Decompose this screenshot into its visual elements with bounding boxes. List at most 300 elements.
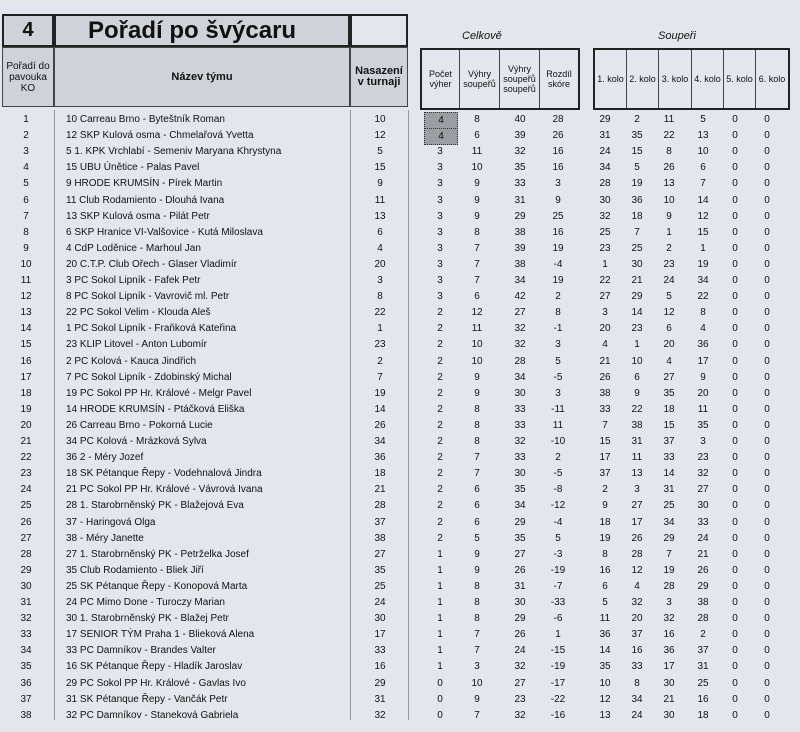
seed-cell: 31	[374, 693, 386, 705]
rank-cell: 35	[20, 661, 32, 673]
score-diff-cell: 9	[555, 194, 561, 206]
round-2-opponent-cell: 4	[634, 580, 640, 592]
round-4-opponent-cell: 13	[697, 130, 709, 142]
score-diff-cell: 2	[555, 452, 561, 464]
round-3-opponent-cell: 8	[666, 146, 672, 158]
table-row	[0, 450, 800, 467]
rank-cell: 24	[20, 484, 32, 496]
rank-cell: 14	[20, 323, 32, 335]
round-1-opponent-cell: 24	[599, 146, 611, 158]
round-3-opponent-cell: 23	[663, 258, 675, 270]
opp-wins-cell: 9	[474, 210, 480, 222]
round-2-opponent-cell: 8	[634, 677, 640, 689]
seed-cell: 20	[374, 258, 386, 270]
round-2-opponent-cell: 32	[631, 597, 643, 608]
round-5-opponent-cell: 0	[732, 323, 738, 335]
round-1-opponent-cell: 32	[599, 210, 611, 222]
round-5-opponent-cell: 0	[732, 629, 738, 641]
team-name-cell: 27 1. Starobrněnský PK - Petrželka Josef	[66, 548, 249, 560]
round-3-opponent-cell: 18	[663, 403, 675, 415]
wins-cell: 1	[437, 613, 443, 625]
round-5-opponent-cell: 0	[732, 693, 738, 705]
table-row	[0, 337, 800, 354]
round-1-opponent-cell: 37	[599, 468, 611, 480]
seed-cell: 18	[374, 468, 386, 480]
seed-cell: 12	[374, 130, 386, 142]
team-name-cell: 29 PC Sokol PP Hr. Králové - Gavlas Ivo	[66, 677, 246, 689]
round-5-opponent-cell: 0	[732, 419, 738, 431]
rank-cell: 2	[23, 130, 29, 142]
ko-number: 4	[2, 14, 54, 47]
table-row	[0, 370, 800, 387]
round-2-opponent-cell: 29	[631, 291, 643, 303]
rank-cell: 38	[20, 709, 32, 721]
wins-cell: 1	[437, 629, 443, 641]
seed-cell: 26	[374, 419, 386, 431]
wins-cell: 2	[437, 452, 443, 464]
rank-cell: 31	[20, 597, 32, 608]
round-5-opponent-cell: 0	[732, 452, 738, 464]
seed-cell: 25	[374, 580, 386, 592]
seed-cell: 3	[377, 275, 383, 286]
round-3-opponent-cell: 31	[663, 484, 675, 496]
score-diff-cell: -5	[553, 371, 563, 383]
seed-cell: 2	[377, 355, 383, 367]
wins-cell: 2	[437, 355, 443, 367]
seed-cell: 8	[377, 291, 383, 303]
round-2-opponent-cell: 35	[631, 130, 643, 142]
round-5-opponent-cell: 0	[732, 194, 738, 206]
round-5-opponent-cell: 0	[732, 114, 738, 125]
col-round-3-header: 3. kolo	[659, 50, 692, 108]
round-4-opponent-cell: 29	[697, 580, 709, 592]
team-name-cell: 25 SK Pétanque Řepy - Konopová Marta	[66, 580, 248, 592]
opp-opp-wins-cell: 35	[514, 532, 526, 544]
rank-cell: 8	[23, 226, 29, 238]
table-row	[0, 402, 800, 419]
round-4-opponent-cell: 22	[697, 291, 709, 303]
opp-opp-wins-cell: 35	[514, 484, 526, 496]
round-5-opponent-cell: 0	[732, 242, 738, 254]
team-name-cell: 26 Carreau Brno - Pokorná Lucie	[66, 419, 213, 431]
seed-cell: 11	[374, 194, 386, 206]
round-2-opponent-cell: 1	[634, 339, 640, 351]
round-1-opponent-cell: 27	[599, 291, 611, 303]
opponents-header-box	[593, 48, 790, 110]
wins-cell: 1	[437, 645, 443, 657]
opp-opp-wins-cell: 26	[514, 564, 526, 576]
round-4-opponent-cell: 26	[697, 564, 709, 576]
rank-cell: 21	[20, 436, 32, 447]
round-2-opponent-cell: 18	[631, 210, 643, 222]
opp-wins-cell: 7	[474, 709, 480, 721]
round-6-opponent-cell: 0	[764, 468, 770, 480]
round-5-opponent-cell: 0	[732, 146, 738, 158]
team-name-cell: 16 SK Pétanque Řepy - Hladík Jaroslav	[66, 661, 243, 673]
opp-opp-wins-cell: 32	[514, 709, 526, 721]
seed-cell: 36	[374, 452, 386, 464]
round-5-opponent-cell: 0	[732, 580, 738, 592]
opp-wins-cell: 9	[474, 693, 480, 705]
opp-opp-wins-cell: 42	[514, 291, 526, 303]
round-4-opponent-cell: 24	[697, 532, 709, 544]
round-2-opponent-cell: 17	[631, 516, 643, 528]
wins-cell: 1	[437, 597, 443, 608]
team-name-cell: 10 Carreau Brno - Byteštník Roman	[66, 114, 225, 125]
opp-opp-wins-cell: 31	[514, 194, 526, 206]
seed-cell: 9	[377, 178, 383, 190]
round-6-opponent-cell: 0	[764, 162, 770, 174]
round-3-opponent-cell: 37	[663, 436, 675, 447]
overall-header-box	[420, 48, 580, 110]
round-3-opponent-cell: 3	[666, 597, 672, 608]
round-4-opponent-cell: 25	[697, 677, 709, 689]
col-seed-header: Nasazení v turnaji	[350, 47, 408, 107]
opp-opp-wins-cell: 29	[514, 516, 526, 528]
opp-wins-cell: 8	[474, 403, 480, 415]
rank-cell: 3	[23, 146, 29, 158]
rank-cell: 27	[20, 532, 32, 544]
table-row	[0, 692, 800, 709]
round-6-opponent-cell: 0	[764, 146, 770, 158]
col-order-header: Pořadí do pavouka KO	[2, 47, 54, 107]
score-diff-cell: -4	[553, 516, 563, 528]
round-1-opponent-cell: 15	[599, 436, 611, 447]
round-3-opponent-cell: 29	[663, 532, 675, 544]
round-1-opponent-cell: 25	[599, 226, 611, 238]
team-name-cell: 17 SENIOR TÝM Praha 1 - Blieková Alena	[66, 629, 255, 641]
round-3-opponent-cell: 34	[663, 516, 675, 528]
wins-cell: 0	[437, 693, 443, 705]
round-2-opponent-cell: 31	[631, 436, 643, 447]
round-4-opponent-cell: 20	[697, 387, 709, 399]
round-4-opponent-cell: 30	[697, 500, 709, 512]
opp-opp-wins-cell: 34	[514, 371, 526, 383]
rank-cell: 34	[20, 645, 32, 657]
round-3-opponent-cell: 7	[666, 548, 672, 560]
score-diff-cell: -7	[553, 580, 563, 592]
round-3-opponent-cell: 1	[666, 226, 672, 238]
opp-opp-wins-cell: 33	[514, 178, 526, 190]
team-name-cell: 28 1. Starobrněnský PK - Blažejová Eva	[66, 500, 244, 512]
round-6-opponent-cell: 0	[764, 693, 770, 705]
score-diff-cell: 19	[552, 242, 564, 254]
round-1-opponent-cell: 34	[599, 162, 611, 174]
score-diff-cell: -17	[550, 677, 566, 689]
score-diff-cell: 28	[552, 114, 564, 125]
round-2-opponent-cell: 9	[634, 387, 640, 399]
seed-cell: 10	[374, 114, 386, 125]
round-1-opponent-cell: 20	[599, 323, 611, 335]
round-6-opponent-cell: 0	[764, 323, 770, 335]
round-3-opponent-cell: 17	[663, 661, 675, 673]
round-4-opponent-cell: 7	[700, 178, 706, 190]
round-3-opponent-cell: 13	[663, 178, 675, 190]
opp-opp-wins-cell: 27	[514, 548, 526, 560]
rank-cell: 36	[20, 677, 32, 689]
round-3-opponent-cell: 19	[663, 564, 675, 576]
table-row	[0, 225, 800, 242]
round-6-opponent-cell: 0	[764, 597, 770, 608]
seed-cell: 6	[377, 226, 383, 238]
round-3-opponent-cell: 5	[666, 291, 672, 303]
seed-cell: 19	[374, 387, 386, 399]
round-4-opponent-cell: 2	[700, 629, 706, 641]
score-diff-cell: 3	[555, 339, 561, 351]
round-4-opponent-cell: 33	[697, 516, 709, 528]
round-6-opponent-cell: 0	[764, 645, 770, 657]
wins-cell: 2	[437, 403, 443, 415]
table-row	[0, 160, 800, 177]
team-name-cell: 35 Club Rodamiento - Bliek Jiří	[66, 564, 204, 576]
round-3-opponent-cell: 10	[663, 194, 675, 206]
round-6-opponent-cell: 0	[764, 387, 770, 399]
table-row	[0, 708, 800, 725]
team-name-cell: 21 PC Sokol PP Hr. Králové - Vávrová Ivana	[66, 484, 263, 496]
round-3-opponent-cell: 24	[663, 275, 675, 286]
table-row	[0, 289, 800, 306]
team-name-cell: 23 KLIP Litovel - Anton Lubomír	[66, 339, 208, 351]
score-diff-cell: -22	[550, 693, 566, 705]
round-1-opponent-cell: 12	[599, 693, 611, 705]
wins-cell: 2	[437, 339, 443, 351]
round-3-opponent-cell: 30	[663, 677, 675, 689]
opp-wins-cell: 9	[474, 564, 480, 576]
table-row	[0, 579, 800, 596]
rank-cell: 6	[23, 194, 29, 206]
rank-cell: 37	[20, 693, 32, 705]
wins-cell: 3	[437, 226, 443, 238]
score-diff-cell: 3	[555, 178, 561, 190]
wins-cell: 2	[437, 436, 443, 447]
seed-cell: 29	[374, 677, 386, 689]
round-4-opponent-cell: 4	[700, 323, 706, 335]
col-name-header: Název týmu	[54, 47, 350, 107]
round-5-opponent-cell: 0	[732, 613, 738, 625]
round-6-opponent-cell: 0	[764, 226, 770, 238]
round-4-opponent-cell: 36	[697, 339, 709, 351]
round-4-opponent-cell: 10	[697, 146, 709, 158]
opp-wins-cell: 11	[471, 146, 483, 158]
round-4-opponent-cell: 21	[697, 548, 709, 560]
round-3-opponent-cell: 25	[663, 500, 675, 512]
round-3-opponent-cell: 4	[666, 355, 672, 367]
round-4-opponent-cell: 34	[697, 275, 709, 286]
score-diff-cell: -3	[553, 548, 563, 560]
round-2-opponent-cell: 10	[631, 355, 643, 367]
table-row	[0, 209, 800, 226]
table-row	[0, 193, 800, 210]
wins-cell: 2	[437, 387, 443, 399]
opp-wins-cell: 7	[474, 275, 480, 286]
round-1-opponent-cell: 18	[599, 516, 611, 528]
rank-cell: 17	[20, 371, 32, 383]
opp-wins-cell: 7	[474, 242, 480, 254]
col-wins-header: Počet výher	[422, 50, 460, 108]
score-diff-cell: 19	[552, 275, 564, 286]
round-6-opponent-cell: 0	[764, 275, 770, 286]
opp-wins-cell: 10	[471, 677, 483, 689]
score-diff-cell: 16	[552, 226, 564, 238]
round-6-opponent-cell: 0	[764, 291, 770, 303]
col-round-2-header: 2. kolo	[627, 50, 659, 108]
wins-cell: 2	[437, 307, 443, 319]
score-diff-cell: -1	[553, 323, 563, 335]
seed-cell: 7	[377, 371, 383, 383]
col-opp-opp-wins-header: Výhry soupeřů soupeřů	[500, 50, 540, 108]
round-6-opponent-cell: 0	[764, 548, 770, 560]
opp-wins-cell: 8	[474, 580, 480, 592]
round-1-opponent-cell: 23	[599, 242, 611, 254]
round-4-opponent-cell: 32	[697, 468, 709, 480]
team-name-cell: 32 PC Damníkov - Staneková Gabriela	[66, 709, 239, 721]
round-6-opponent-cell: 0	[764, 258, 770, 270]
round-4-opponent-cell: 3	[700, 436, 706, 447]
rank-cell: 15	[20, 339, 32, 351]
opp-opp-wins-cell: 38	[514, 226, 526, 238]
opp-opp-wins-cell: 23	[514, 693, 526, 705]
round-2-opponent-cell: 26	[631, 532, 643, 544]
seed-cell: 22	[374, 307, 386, 319]
round-1-opponent-cell: 38	[599, 387, 611, 399]
round-1-opponent-cell: 21	[599, 355, 611, 367]
score-diff-cell: -5	[553, 468, 563, 480]
table-row	[0, 595, 800, 612]
round-2-opponent-cell: 25	[631, 242, 643, 254]
opp-opp-wins-cell: 39	[514, 130, 526, 142]
seed-cell: 13	[374, 210, 386, 222]
col-round-1-header: 1. kolo	[595, 50, 627, 108]
opp-wins-cell: 12	[471, 307, 483, 319]
opp-wins-cell: 3	[474, 661, 480, 673]
seed-cell: 30	[374, 613, 386, 625]
round-1-opponent-cell: 9	[602, 500, 608, 512]
seed-cell: 27	[374, 548, 386, 560]
wins-cell: 3	[437, 242, 443, 254]
round-1-opponent-cell: 1	[602, 258, 608, 270]
score-diff-cell: -33	[550, 597, 566, 608]
round-4-opponent-cell: 5	[700, 114, 706, 125]
round-6-opponent-cell: 0	[764, 436, 770, 447]
round-1-opponent-cell: 8	[602, 548, 608, 560]
round-2-opponent-cell: 7	[634, 226, 640, 238]
group-label-overall: Celkově	[462, 30, 502, 42]
round-2-opponent-cell: 12	[631, 564, 643, 576]
round-6-opponent-cell: 0	[764, 355, 770, 367]
round-1-opponent-cell: 17	[599, 452, 611, 464]
opp-wins-cell: 9	[474, 548, 480, 560]
seed-cell: 34	[374, 436, 386, 447]
wins-cell: 3	[437, 275, 443, 286]
round-6-opponent-cell: 0	[764, 114, 770, 125]
round-5-opponent-cell: 0	[732, 500, 738, 512]
wins-cell: 3	[437, 146, 443, 158]
seed-cell: 5	[377, 146, 383, 158]
score-diff-cell: 11	[552, 419, 564, 431]
opp-wins-cell: 8	[474, 597, 480, 608]
round-6-opponent-cell: 0	[764, 130, 770, 142]
round-2-opponent-cell: 33	[631, 661, 643, 673]
round-6-opponent-cell: 0	[764, 419, 770, 431]
round-5-opponent-cell: 0	[732, 371, 738, 383]
round-5-opponent-cell: 0	[732, 645, 738, 657]
table-row	[0, 144, 800, 161]
round-3-opponent-cell: 22	[663, 130, 675, 142]
rank-cell: 23	[20, 468, 32, 480]
round-1-opponent-cell: 13	[599, 709, 611, 721]
opp-wins-cell: 7	[474, 629, 480, 641]
team-name-cell: 18 SK Pétanque Řepy - Vodehnalová Jindra	[66, 468, 262, 480]
opp-opp-wins-cell: 32	[514, 146, 526, 158]
round-2-opponent-cell: 36	[631, 194, 643, 206]
table-row	[0, 128, 800, 145]
round-6-opponent-cell: 0	[764, 194, 770, 206]
opp-wins-cell: 11	[471, 323, 483, 335]
table-row	[0, 611, 800, 628]
score-diff-cell: 1	[555, 629, 561, 641]
score-diff-cell: 16	[552, 146, 564, 158]
team-name-cell: 13 SKP Kulová osma - Pilát Petr	[66, 210, 210, 222]
round-5-opponent-cell: 0	[732, 532, 738, 544]
round-1-opponent-cell: 5	[602, 597, 608, 608]
round-6-opponent-cell: 0	[764, 516, 770, 528]
round-6-opponent-cell: 0	[764, 564, 770, 576]
round-5-opponent-cell: 0	[732, 564, 738, 576]
round-6-opponent-cell: 0	[764, 532, 770, 544]
round-5-opponent-cell: 0	[732, 709, 738, 721]
round-3-opponent-cell: 30	[663, 709, 675, 721]
round-3-opponent-cell: 6	[666, 323, 672, 335]
round-3-opponent-cell: 14	[663, 468, 675, 480]
opp-wins-cell: 7	[474, 468, 480, 480]
opp-wins-cell: 9	[474, 371, 480, 383]
opp-opp-wins-cell: 33	[514, 452, 526, 464]
table-row	[0, 547, 800, 564]
round-5-opponent-cell: 0	[732, 130, 738, 142]
team-name-cell: 30 1. Starobrněnský PK - Blažej Petr	[66, 613, 229, 625]
round-2-opponent-cell: 30	[631, 258, 643, 270]
table-row	[0, 273, 800, 290]
opp-wins-cell: 8	[474, 226, 480, 238]
round-2-opponent-cell: 23	[631, 323, 643, 335]
rank-cell: 25	[20, 500, 32, 512]
rank-cell: 28	[20, 548, 32, 560]
score-diff-cell: 8	[555, 307, 561, 319]
round-4-opponent-cell: 9	[700, 371, 706, 383]
round-2-opponent-cell: 5	[634, 162, 640, 174]
round-2-opponent-cell: 13	[631, 468, 643, 480]
seed-cell: 17	[374, 629, 386, 641]
round-2-opponent-cell: 38	[631, 419, 643, 431]
round-1-opponent-cell: 35	[599, 661, 611, 673]
seed-cell: 4	[377, 242, 383, 254]
score-diff-cell: -11	[551, 403, 565, 415]
round-6-opponent-cell: 0	[764, 484, 770, 496]
round-1-opponent-cell: 36	[599, 629, 611, 641]
team-name-cell: 20 C.T.P. Club Ořech - Glaser Vladimír	[66, 258, 237, 270]
round-5-opponent-cell: 0	[732, 307, 738, 319]
round-6-opponent-cell: 0	[764, 339, 770, 351]
score-diff-cell: -15	[550, 645, 566, 657]
score-diff-cell: 25	[552, 210, 564, 222]
round-3-opponent-cell: 27	[663, 371, 675, 383]
round-2-opponent-cell: 27	[631, 500, 643, 512]
round-3-opponent-cell: 32	[663, 613, 675, 625]
round-1-opponent-cell: 33	[599, 403, 611, 415]
rank-cell: 30	[20, 580, 32, 592]
table-row	[0, 643, 800, 660]
score-diff-cell: -10	[550, 436, 566, 447]
